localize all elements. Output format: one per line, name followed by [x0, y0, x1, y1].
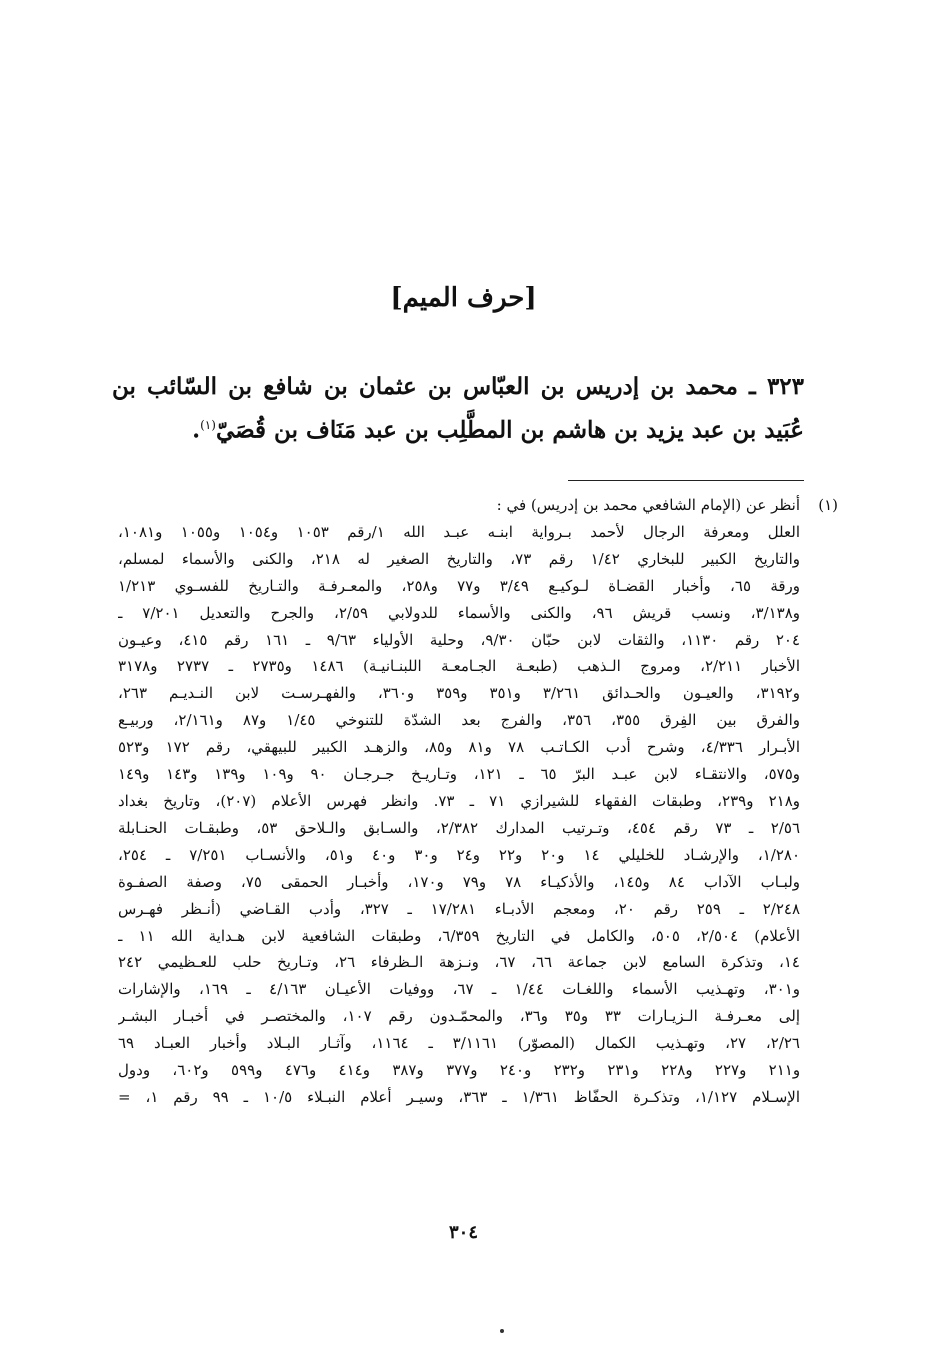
biography-entry	[112, 368, 804, 450]
footnote-line: الأخبار ٢/٢١١، ومروج الـذهب (طبعـة الجـامعـة اللبنـانيـة) ١٤٨٦ و٢٧٣٥ ـ ٢٧٣٧ و٣١٧٨	[118, 657, 800, 676]
footnote-line: ورقة ٦٥، وأخبار القضـاة لـوكيـع ٣/٤٩ و٧٧ و٢٥٨، والمعـرفـة والتـاريخ للفسـوي ١/٢١٣	[118, 576, 800, 595]
entry-end: .	[192, 416, 201, 444]
scan-mark	[500, 1329, 504, 1333]
footnote-line: و٣/١٣٨، ونسب قريش ٩٦، والكنى والأسماء للدولابي ٢/٥٩، والجرح والتعديل ٧/٢٠١ ـ	[118, 603, 800, 622]
footnote-line: ولبـاب الآداب ٨٤ و١٤٥، والأذكيـاء ٧٨ و٧٩ و١٧٠، وأخبـار الحمقى ٧٥، وصفة الصفـوة	[118, 872, 800, 891]
section-heading: [حرف الميم]	[390, 283, 537, 313]
footnote-line: ١/٢٨٠، والإرشـاد للخليلي ١٤ و٢٠ و٢٢ و٢٤ و٣٠ و٤٠ و٥١، والأنسـاب ٧/٢٥١ ـ ٢٥٤،	[118, 845, 800, 864]
footnote-line: ٢/٢٤٨ ـ ٢٥٩ رقم ٢٠، ومعجم الأدبـاء ١٧/٢٨١ ـ ٣٢٧، وأدب القـاضي (أنـظر فهـرس	[118, 899, 800, 918]
footnote-marker: (١)	[818, 496, 838, 514]
footnote-line: الأبـرار ٤/٣٣٦، وشرح أدب الكـاتـب ٧٨ و٨١ و٨٥، والزهـد الكبير للبيهقي، رقم ١٧٢ و٥٢٣	[118, 738, 800, 757]
footnote-line: أنظر عن (الإمام الشافعي محمد بن إدريس) في :	[496, 496, 800, 514]
footnote	[118, 492, 838, 1111]
footnote-line: و٣١٩٢، والعيـون والحـدائق ٣/٢٦١ و٣٥١ و٣٥٩ و٣٦٠، والفهـرسـت لابن النـديـم ٢٦٣،	[118, 684, 800, 703]
footnote-line: الإسـلام ١/١٢٧، وتذكـرة الحفّاظ ١/٣٦١ ـ ٣٦٣، وسيـر أعلام النبـلاء ١٠/٥ ـ ٩٩ رقم ١، =	[118, 1087, 800, 1106]
page-number: ٣٠٤	[448, 1222, 478, 1243]
footnote-line: ١٤، وتذكرة السامع لابن جماعة ٦٦، ٦٧، ونـزهة الـظرفاء ٢٦، وتـاريخ حلب للعـظيمي ٢٤٢	[118, 953, 800, 972]
footnote-line: الأعلام) ٢/٥٠٤، ٥٠٥، والكامل في التاريخ ٦/٣٥٩، وطبقات الشافعية لابن هـداية الله ١١ ـ	[118, 926, 800, 945]
footnote-line: ٢٠٤ رقم ١١٣٠، والثقات لابن حبّان ٩/٣٠، وحلية الأولياء ٩/٦٣ ـ ١٦١ رقم ٤١٥، وعيـون	[118, 630, 800, 649]
footnote-line: ٢/٢٦، ٢٧، وتهـذيب الكمال (المصوّر) ٣/١١٦١ ـ ١١٦٤، وآثـار البـلاد وأخبار العبـاد ٦٩	[118, 1034, 800, 1053]
footnote-body	[118, 492, 800, 1111]
footnote-line: و٥٧٥، والانتقـاء لابن عبـد البرّ ٦٥ ـ ١٢١، وتـاريـخ جـرجـان ٩٠ و١٠٩ و١٣٩ و١٤٣ و١٤٩	[118, 765, 800, 784]
footnote-line: و٣٠١، وتهـذيب الأسماء واللغـات ١/٤٤ ـ ٦٧، ووفيات الأعيـان ٤/١٦٣ ـ ١٦٩، والإشارات	[118, 980, 800, 999]
entry-text: ٣٢٣ ـ محمد بن إدريس بن العبّاس بن عثمان بن شافع بن السّائب بن عُبَيد بن عبد يزيد بن هاشم بن المطَّلِب بن عبد مَنَاف بن قُصَيّ	[112, 373, 804, 444]
footnote-separator	[568, 480, 804, 481]
footnote-line: والتاريخ الكبير للبخاري ١/٤٢ رقم ٧٣، والتاريخ الصغير له ٢١٨، والكنى والأسماء لمسلم،	[118, 549, 800, 568]
footnote-line: و٢١٨ و٢٣٩، وطبقات الفقهاء للشيرازي ٧١ ـ ٧٣. وانظر فهرس الأعلام (٢٠٧)، وتاريخ بغداد	[118, 791, 800, 810]
footnote-line: العلل ومعرفة الرجال لأحمد بـرواية ابنـه عبـد الله ١/رقم ١٠٥٣ و١٠٥٤ و١٠٥٥ و١٠٨١،	[118, 522, 800, 541]
footnote-line: و٢١١ و٢٢٧ و٢٢٨ و٢٣١ و٢٣٢ و٢٤٠ و٣٧٧ و٣٨٧ و٤١٤ و٤٧٦ و٥٩٩ و٦٠٢، ودول	[118, 1061, 800, 1080]
footnote-reference[interactable]: (١)	[200, 418, 216, 432]
footnote-line: إلى معـرفـة الـزيـارات ٣٣ و٣٥ و٣٦، والمحمّـدون رقم ١٠٧، والمختصـر في أخبـار البشـر	[118, 1007, 800, 1026]
footnote-line: والفرق بين الفِرق ٣٥٥، ٣٥٦، والفرج بعد الشدّة للتنوخي ١/٤٥ و٨٧ و٢/١٦١، وربيـع	[118, 711, 800, 730]
footnote-line: ٢/٥٦ ـ ٧٣ رقم ٤٥٤، وتـرتيب المدارك ٢/٣٨٢، والسـابق والـلاحق ٥٣، وطبقـات الحنـابلة	[118, 818, 800, 837]
